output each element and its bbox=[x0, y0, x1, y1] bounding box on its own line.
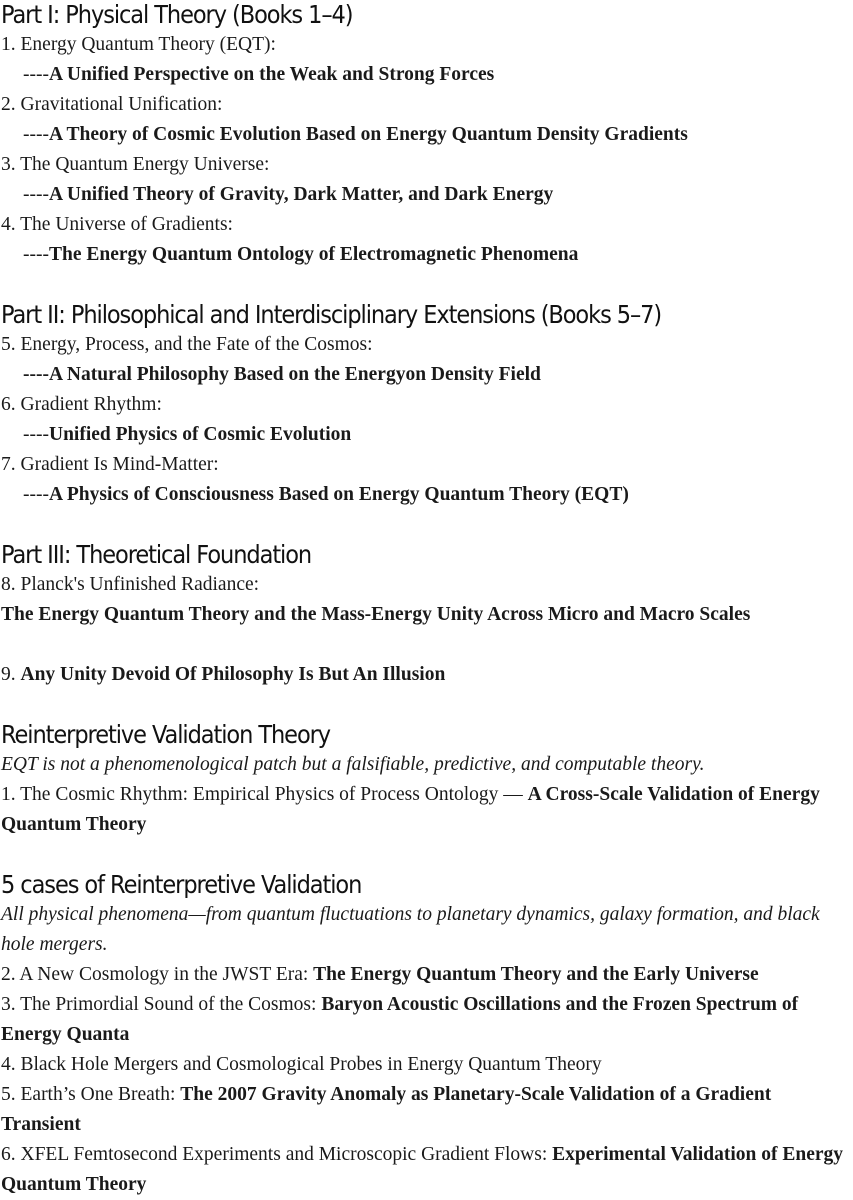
spacer bbox=[1, 630, 851, 660]
dash-prefix: ---- bbox=[23, 64, 49, 85]
document bbox=[1, 0, 851, 1200]
case-item-3 bbox=[1, 990, 851, 1050]
part3-heading: Part III: Theoretical Foundation bbox=[1, 540, 312, 569]
book-6-subtitle: Unified Physics of Cosmic Evolution bbox=[48, 424, 352, 445]
book-8-subtitle: The Energy Quantum Theory and the Mass-Energy Unity Across Micro and Macro Scales bbox=[1, 604, 751, 625]
book-6-subtitle-line bbox=[1, 420, 851, 450]
case-item-prefix: 5. Earth’s One Breath: bbox=[1, 1084, 181, 1105]
dash-prefix: ---- bbox=[23, 424, 49, 445]
rvt-item-1 bbox=[1, 780, 851, 840]
rvt-item-1-prefix: 1. The Cosmic Rhythm: Empirical Physics of Process Ontology — bbox=[1, 784, 528, 805]
case-item-title: Experimental Validation of Energy Quantum Theory bbox=[1, 1144, 844, 1195]
book-4-title: 4. The Universe of Gradients: bbox=[1, 214, 233, 235]
case-item-prefix: 4. Black Hole Mergers and Cosmological Probes in Energy Quantum Theory bbox=[1, 1054, 602, 1075]
part1-heading: Part I: Physical Theory (Books 1–4) bbox=[1, 0, 353, 29]
spacer bbox=[1, 270, 851, 300]
case-item-6 bbox=[1, 1140, 851, 1200]
rvt-lead: EQT is not a phenomenological patch but a falsifiable, predictive, and computable theory. bbox=[1, 754, 705, 775]
dash-prefix: ---- bbox=[23, 124, 49, 145]
spacer bbox=[1, 510, 851, 540]
book-3-subtitle-line bbox=[1, 180, 851, 210]
book-2-title: 2. Gravitational Unification: bbox=[1, 94, 223, 115]
book-8-title: 8. Planck's Unfinished Radiance: bbox=[1, 574, 260, 595]
case-item-prefix: 6. XFEL Femtosecond Experiments and Microscopic Gradient Flows: bbox=[1, 1144, 553, 1165]
rvt-heading: Reinterpretive Validation Theory bbox=[1, 720, 331, 749]
cases-heading: 5 cases of Reinterpretive Validation bbox=[1, 870, 362, 899]
dash-prefix: ---- bbox=[23, 184, 49, 205]
dash-prefix: ---- bbox=[23, 364, 49, 385]
book-9-title: Any Unity Devoid Of Philosophy Is But An Illusion bbox=[20, 664, 446, 685]
book-3-title: 3. The Quantum Energy Universe: bbox=[1, 154, 270, 175]
case-item-prefix: 3. The Primordial Sound of the Cosmos: bbox=[1, 994, 322, 1015]
case-item-2 bbox=[1, 960, 851, 990]
case-item-title: The Energy Quantum Theory and the Early Universe bbox=[313, 964, 759, 985]
spacer bbox=[1, 690, 851, 720]
book-1-subtitle-line bbox=[1, 60, 851, 90]
book-7-subtitle: A Physics of Consciousness Based on Energy Quantum Theory (EQT) bbox=[48, 484, 629, 505]
book-9-number: 9. bbox=[1, 664, 21, 685]
book-5-subtitle-line bbox=[1, 360, 851, 390]
book-6-title: 6. Gradient Rhythm: bbox=[1, 394, 162, 415]
book-5-subtitle: A Natural Philosophy Based on the Energyon Density Field bbox=[48, 364, 541, 385]
case-item-title: The 2007 Gravity Anomaly as Planetary-Scale Validation of a Gradient Transient bbox=[1, 1084, 772, 1135]
book-4-subtitle-line bbox=[1, 240, 851, 270]
dash-prefix: ---- bbox=[23, 484, 49, 505]
part2-heading: Part II: Philosophical and Interdisciplinary Extensions (Books 5–7) bbox=[1, 300, 662, 329]
spacer bbox=[1, 840, 851, 870]
book-2-subtitle: A Theory of Cosmic Evolution Based on Energy Quantum Density Gradients bbox=[48, 124, 688, 145]
book-1-subtitle: A Unified Perspective on the Weak and Strong Forces bbox=[48, 64, 495, 85]
book-9-line bbox=[1, 660, 851, 690]
book-3-subtitle: A Unified Theory of Gravity, Dark Matter, and Dark Energy bbox=[48, 184, 554, 205]
book-7-title: 7. Gradient Is Mind-Matter: bbox=[1, 454, 219, 475]
book-4-subtitle: The Energy Quantum Ontology of Electromagnetic Phenomena bbox=[48, 244, 579, 265]
book-7-subtitle-line bbox=[1, 480, 851, 510]
book-5-title: 5. Energy, Process, and the Fate of the Cosmos: bbox=[1, 334, 373, 355]
rvt-item-1-title: A Cross-Scale Validation of Energy Quantum Theory bbox=[1, 784, 820, 835]
case-item-prefix: 2. A New Cosmology in the JWST Era: bbox=[1, 964, 314, 985]
case-item-5 bbox=[1, 1080, 851, 1140]
book-1-title: 1. Energy Quantum Theory (EQT): bbox=[1, 34, 276, 55]
dash-prefix: ---- bbox=[23, 244, 49, 265]
case-item-title: Baryon Acoustic Oscillations and the Frozen Spectrum of Energy Quanta bbox=[1, 994, 799, 1045]
book-2-subtitle-line bbox=[1, 120, 851, 150]
case-item-4 bbox=[1, 1050, 851, 1080]
cases-lead: All physical phenomena—from quantum fluctuations to planetary dynamics, galaxy formation, and black hole mergers. bbox=[1, 904, 820, 955]
